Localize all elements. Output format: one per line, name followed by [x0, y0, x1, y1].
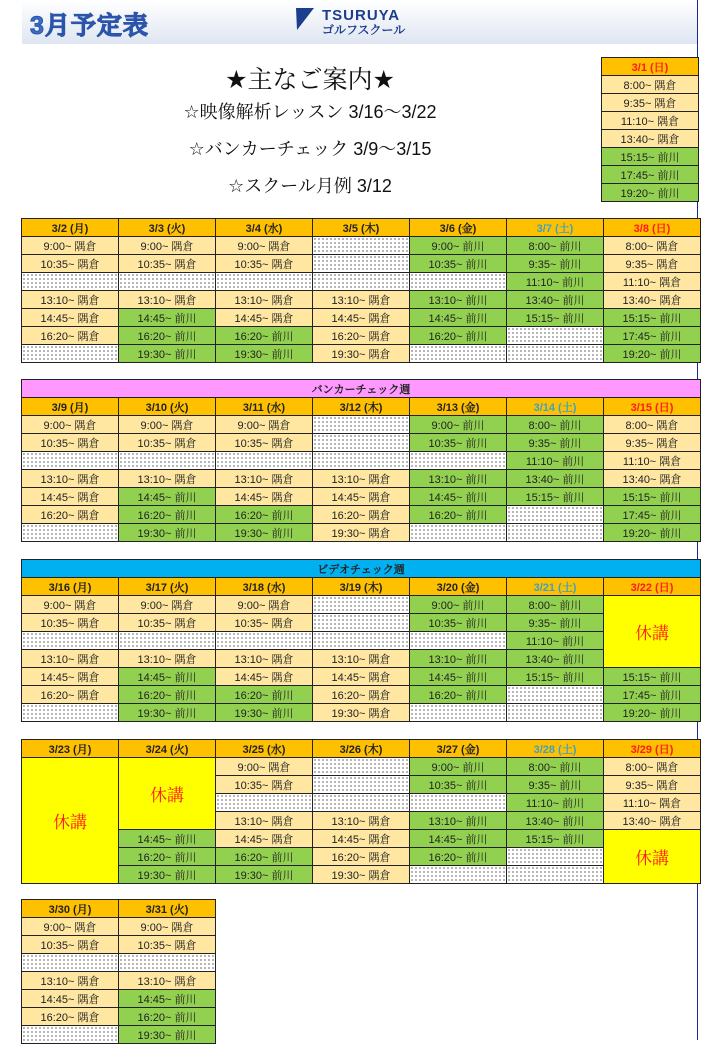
- day-header: 3/23 (月): [22, 740, 119, 758]
- notice-video-lesson: ☆映像解析レッスン 3/16～3/22: [183, 102, 437, 122]
- day-header: 3/28 (土): [507, 740, 604, 758]
- page-title: 3月予定表: [30, 12, 149, 40]
- notice-title: ★主なご案内★: [225, 66, 395, 94]
- lesson-slot: 16:20~ 前川: [119, 848, 216, 866]
- lesson-slot: 11:10~ 隅倉: [604, 794, 701, 812]
- lesson-slot: 17:45~ 前川: [604, 686, 701, 704]
- empty-slot: [313, 452, 410, 470]
- lesson-slot: 13:40~ 隅倉: [604, 812, 701, 830]
- lesson-slot: 10:35~ 隅倉: [22, 614, 119, 632]
- empty-slot: [313, 416, 410, 434]
- lesson-slot: 13:10~ 隅倉: [22, 972, 119, 990]
- empty-slot: [410, 794, 507, 812]
- lesson-slot: 15:15~ 前川: [604, 309, 701, 327]
- empty-slot: [313, 794, 410, 812]
- lesson-slot: 17:45~ 前川: [604, 327, 701, 345]
- empty-slot: [313, 632, 410, 650]
- empty-slot: [507, 686, 604, 704]
- lesson-slot: 16:20~ 前川: [216, 686, 313, 704]
- lesson-slot: 9:00~ 隅倉: [22, 237, 119, 255]
- day-header: 3/5 (木): [313, 219, 410, 237]
- lesson-slot: 9:35~ 前川: [507, 776, 604, 794]
- lesson-slot: 13:10~ 前川: [410, 650, 507, 668]
- lesson-slot: 19:30~ 前川: [216, 866, 313, 884]
- lesson-slot: 14:45~ 隅倉: [216, 309, 313, 327]
- day-header: 3/19 (木): [313, 578, 410, 596]
- lesson-slot: 14:45~ 前川: [119, 488, 216, 506]
- lesson-slot: 15:15~ 前川: [507, 309, 604, 327]
- lesson-slot: 15:15~ 前川: [507, 830, 604, 848]
- lesson-slot: 16:20~ 前川: [410, 686, 507, 704]
- empty-slot: [410, 704, 507, 722]
- lesson-slot: 9:00~ 隅倉: [119, 237, 216, 255]
- week-theme-banner: ビデオチェック週: [22, 560, 701, 578]
- empty-slot: [410, 452, 507, 470]
- lesson-slot: 10:35~ 隅倉: [22, 936, 119, 954]
- empty-slot: [22, 524, 119, 542]
- lesson-slot: 10:35~ 隅倉: [216, 255, 313, 273]
- lesson-slot: 14:45~ 前川: [119, 830, 216, 848]
- lesson-slot: 14:45~ 前川: [410, 309, 507, 327]
- day-header: 3/7 (土): [507, 219, 604, 237]
- lesson-slot: 16:20~ 隅倉: [313, 686, 410, 704]
- cancelled-block: 休講: [604, 596, 701, 668]
- lesson-slot: 19:30~ 隅倉: [313, 524, 410, 542]
- lesson-slot: 8:00~ 前川: [507, 758, 604, 776]
- lesson-slot: 13:10~ 隅倉: [313, 470, 410, 488]
- lesson-slot: 9:00~ 前川: [410, 596, 507, 614]
- lesson-slot: 13:40~ 前川: [507, 650, 604, 668]
- lesson-slot: 9:00~ 隅倉: [119, 416, 216, 434]
- lesson-slot: 10:35~ 隅倉: [22, 255, 119, 273]
- lesson-slot: 19:20~ 前川: [604, 704, 701, 722]
- empty-slot: [507, 704, 604, 722]
- lesson-slot: 13:10~ 隅倉: [119, 291, 216, 309]
- empty-slot: [507, 345, 604, 363]
- lesson-slot: 16:20~ 前川: [410, 506, 507, 524]
- lesson-slot: 15:15~ 前川: [604, 488, 701, 506]
- lesson-slot: 9:00~ 隅倉: [216, 237, 313, 255]
- day-header: 3/2 (月): [22, 219, 119, 237]
- lesson-slot: 19:30~ 前川: [216, 345, 313, 363]
- lesson-slot: 11:10~ 隅倉: [604, 273, 701, 291]
- lesson-slot: 19:20~ 前川: [602, 184, 699, 202]
- empty-slot: [22, 632, 119, 650]
- lesson-slot: 19:30~ 隅倉: [313, 345, 410, 363]
- lesson-slot: 10:35~ 前川: [410, 255, 507, 273]
- day-header: 3/20 (金): [410, 578, 507, 596]
- lesson-slot: 13:10~ 前川: [410, 291, 507, 309]
- lesson-slot: 14:45~ 前川: [119, 990, 216, 1008]
- lesson-slot: 9:00~ 隅倉: [22, 596, 119, 614]
- lesson-slot: 9:35~ 隅倉: [604, 434, 701, 452]
- lesson-slot: 17:45~ 前川: [604, 506, 701, 524]
- empty-slot: [410, 524, 507, 542]
- lesson-slot: 15:15~ 前川: [604, 668, 701, 686]
- lesson-slot: 19:20~ 前川: [604, 345, 701, 363]
- lesson-slot: 11:10~ 隅倉: [604, 452, 701, 470]
- lesson-slot: 11:10~ 前川: [507, 794, 604, 812]
- lesson-slot: 16:20~ 隅倉: [22, 686, 119, 704]
- lesson-slot: 14:45~ 前川: [119, 309, 216, 327]
- week-schedule-table: [21, 379, 701, 542]
- lesson-slot: 16:20~ 前川: [119, 506, 216, 524]
- empty-slot: [507, 506, 604, 524]
- lesson-slot: 14:45~ 隅倉: [216, 488, 313, 506]
- lesson-slot: 13:10~ 前川: [410, 470, 507, 488]
- lesson-slot: 13:40~ 隅倉: [604, 291, 701, 309]
- lesson-slot: 15:15~ 前川: [507, 668, 604, 686]
- week-schedule-table: [21, 899, 216, 1044]
- logo-mark-icon: [290, 8, 316, 38]
- empty-slot: [410, 866, 507, 884]
- empty-slot: [22, 345, 119, 363]
- lesson-slot: 9:00~ 隅倉: [119, 596, 216, 614]
- empty-slot: [507, 524, 604, 542]
- lesson-slot: 10:35~ 前川: [410, 434, 507, 452]
- empty-slot: [22, 452, 119, 470]
- lesson-slot: 11:10~ 前川: [507, 632, 604, 650]
- logo-text-jp: ゴルフスクール: [322, 23, 406, 37]
- lesson-slot: 19:30~ 隅倉: [313, 866, 410, 884]
- lesson-slot: 13:10~ 隅倉: [22, 291, 119, 309]
- empty-slot: [313, 434, 410, 452]
- empty-slot: [119, 273, 216, 291]
- empty-slot: [410, 632, 507, 650]
- lesson-slot: 10:35~ 隅倉: [119, 255, 216, 273]
- lesson-slot: 14:45~ 隅倉: [216, 668, 313, 686]
- lesson-slot: 19:20~ 前川: [604, 524, 701, 542]
- lesson-slot: 14:45~ 隅倉: [313, 830, 410, 848]
- lesson-slot: 14:45~ 前川: [119, 668, 216, 686]
- lesson-slot: 9:35~ 隅倉: [604, 776, 701, 794]
- empty-slot: [313, 273, 410, 291]
- day-header: 3/22 (日): [604, 578, 701, 596]
- lesson-slot: 16:20~ 隅倉: [313, 506, 410, 524]
- lesson-slot: 14:45~ 隅倉: [22, 309, 119, 327]
- empty-slot: [313, 776, 410, 794]
- day-header: 3/17 (火): [119, 578, 216, 596]
- lesson-slot: 13:10~ 隅倉: [119, 470, 216, 488]
- lesson-slot: 10:35~ 隅倉: [216, 434, 313, 452]
- lesson-slot: 16:20~ 前川: [216, 506, 313, 524]
- empty-slot: [216, 794, 313, 812]
- lesson-slot: 14:45~ 隅倉: [22, 990, 119, 1008]
- lesson-slot: 13:40~ 前川: [507, 812, 604, 830]
- lesson-slot: 9:35~ 隅倉: [602, 94, 699, 112]
- lesson-slot: 9:00~ 前川: [410, 416, 507, 434]
- lesson-slot: 13:40~ 隅倉: [602, 130, 699, 148]
- lesson-slot: 9:00~ 隅倉: [22, 416, 119, 434]
- lesson-slot: 10:35~ 隅倉: [22, 434, 119, 452]
- lesson-slot: 16:20~ 前川: [216, 327, 313, 345]
- lesson-slot: 10:35~ 前川: [410, 614, 507, 632]
- day-header: 3/11 (水): [216, 398, 313, 416]
- day-header: 3/30 (月): [22, 900, 119, 918]
- cancelled-block: 休講: [119, 758, 216, 830]
- lesson-slot: 16:20~ 前川: [119, 686, 216, 704]
- empty-slot: [119, 954, 216, 972]
- lesson-slot: 16:20~ 前川: [410, 327, 507, 345]
- lesson-slot: 11:10~ 前川: [507, 452, 604, 470]
- lesson-slot: 13:10~ 隅倉: [216, 470, 313, 488]
- empty-slot: [313, 237, 410, 255]
- day-header: 3/27 (金): [410, 740, 507, 758]
- day-header: 3/10 (火): [119, 398, 216, 416]
- lesson-slot: 13:10~ 隅倉: [313, 812, 410, 830]
- lesson-slot: 9:35~ 隅倉: [604, 255, 701, 273]
- week-theme-banner: バンカーチェック週: [22, 380, 701, 398]
- lesson-slot: 19:30~ 前川: [216, 704, 313, 722]
- lesson-slot: 8:00~ 隅倉: [602, 76, 699, 94]
- empty-slot: [216, 273, 313, 291]
- tsuruya-logo: [290, 6, 405, 40]
- logo-text-en: TSURUYA: [322, 7, 401, 24]
- empty-slot: [410, 273, 507, 291]
- lesson-slot: 13:40~ 前川: [507, 291, 604, 309]
- lesson-slot: 17:45~ 前川: [602, 166, 699, 184]
- lesson-slot: 13:10~ 前川: [410, 812, 507, 830]
- day-header: 3/21 (土): [507, 578, 604, 596]
- empty-slot: [507, 866, 604, 884]
- empty-slot: [22, 954, 119, 972]
- empty-slot: [313, 255, 410, 273]
- lesson-slot: 8:00~ 隅倉: [604, 416, 701, 434]
- day-header: 3/15 (日): [604, 398, 701, 416]
- lesson-slot: 10:35~ 隅倉: [216, 776, 313, 794]
- empty-slot: [119, 632, 216, 650]
- cancelled-block: 休講: [22, 758, 119, 884]
- empty-slot: [313, 758, 410, 776]
- lesson-slot: 16:20~ 隅倉: [22, 327, 119, 345]
- lesson-slot: 16:20~ 前川: [119, 1008, 216, 1026]
- lesson-slot: 19:30~ 隅倉: [313, 704, 410, 722]
- lesson-slot: 9:00~ 隅倉: [216, 416, 313, 434]
- empty-slot: [22, 273, 119, 291]
- empty-slot: [507, 848, 604, 866]
- lesson-slot: 13:10~ 隅倉: [313, 291, 410, 309]
- notice-monthly-competition: ☆スクール月例 3/12: [228, 176, 392, 196]
- empty-slot: [507, 327, 604, 345]
- lesson-slot: 15:15~ 前川: [602, 148, 699, 166]
- empty-slot: [410, 345, 507, 363]
- lesson-slot: 8:00~ 前川: [507, 237, 604, 255]
- lesson-slot: 14:45~ 隅倉: [313, 668, 410, 686]
- day-header: 3/29 (日): [604, 740, 701, 758]
- day-header: 3/8 (日): [604, 219, 701, 237]
- empty-slot: [313, 614, 410, 632]
- cancelled-block: 休講: [604, 830, 701, 884]
- empty-slot: [22, 1026, 119, 1044]
- empty-slot: [119, 452, 216, 470]
- empty-slot: [216, 632, 313, 650]
- week-schedule-table: [21, 218, 701, 363]
- lesson-slot: 13:10~ 隅倉: [22, 470, 119, 488]
- lesson-slot: 8:00~ 前川: [507, 416, 604, 434]
- lesson-slot: 16:20~ 前川: [216, 848, 313, 866]
- lesson-slot: 13:10~ 隅倉: [119, 650, 216, 668]
- week-schedule-table: [21, 559, 701, 722]
- lesson-slot: 13:10~ 隅倉: [119, 972, 216, 990]
- day-header: 3/6 (金): [410, 219, 507, 237]
- day-header: 3/13 (金): [410, 398, 507, 416]
- lesson-slot: 10:35~ 前川: [410, 776, 507, 794]
- day-header: 3/24 (火): [119, 740, 216, 758]
- lesson-slot: 19:30~ 前川: [119, 1026, 216, 1044]
- lesson-slot: 14:45~ 前川: [410, 668, 507, 686]
- lesson-slot: 16:20~ 隅倉: [22, 506, 119, 524]
- lesson-slot: 19:30~ 前川: [119, 524, 216, 542]
- lesson-slot: 13:40~ 隅倉: [604, 470, 701, 488]
- lesson-slot: 10:35~ 隅倉: [119, 936, 216, 954]
- lesson-slot: 10:35~ 隅倉: [119, 614, 216, 632]
- lesson-slot: 16:20~ 前川: [410, 848, 507, 866]
- lesson-slot: 9:00~ 前川: [410, 237, 507, 255]
- day-header: 3/14 (土): [507, 398, 604, 416]
- day-header: 3/3 (火): [119, 219, 216, 237]
- lesson-slot: 9:00~ 隅倉: [119, 918, 216, 936]
- lesson-slot: 16:20~ 隅倉: [313, 327, 410, 345]
- header-banner: [22, 0, 697, 44]
- lesson-slot: 8:00~ 隅倉: [604, 758, 701, 776]
- lesson-slot: 9:35~ 前川: [507, 614, 604, 632]
- week-schedule-table: [601, 57, 699, 202]
- lesson-slot: 14:45~ 隅倉: [22, 488, 119, 506]
- notice-bunker-check: ☆バンカーチェック 3/9～3/15: [188, 139, 432, 159]
- lesson-slot: 11:10~ 前川: [507, 273, 604, 291]
- lesson-slot: 14:45~ 前川: [410, 830, 507, 848]
- lesson-slot: 16:20~ 隅倉: [313, 848, 410, 866]
- lesson-slot: 9:00~ 隅倉: [216, 596, 313, 614]
- lesson-slot: 8:00~ 隅倉: [604, 237, 701, 255]
- day-header: 3/12 (木): [313, 398, 410, 416]
- empty-slot: [22, 704, 119, 722]
- week-schedule-table: [21, 739, 701, 884]
- lesson-slot: 9:00~ 前川: [410, 758, 507, 776]
- day-header: 3/26 (木): [313, 740, 410, 758]
- lesson-slot: 15:15~ 前川: [507, 488, 604, 506]
- day-header: 3/16 (月): [22, 578, 119, 596]
- lesson-slot: 9:00~ 隅倉: [22, 918, 119, 936]
- lesson-slot: 14:45~ 隅倉: [216, 830, 313, 848]
- lesson-slot: 13:10~ 隅倉: [216, 291, 313, 309]
- empty-slot: [216, 452, 313, 470]
- lesson-slot: 9:35~ 前川: [507, 434, 604, 452]
- lesson-slot: 13:10~ 隅倉: [22, 650, 119, 668]
- day-header: 3/1 (日): [602, 58, 699, 76]
- day-header: 3/4 (水): [216, 219, 313, 237]
- lesson-slot: 10:35~ 隅倉: [216, 614, 313, 632]
- lesson-slot: 16:20~ 隅倉: [22, 1008, 119, 1026]
- day-header: 3/31 (火): [119, 900, 216, 918]
- day-header: 3/9 (月): [22, 398, 119, 416]
- lesson-slot: 9:35~ 前川: [507, 255, 604, 273]
- lesson-slot: 13:40~ 前川: [507, 470, 604, 488]
- lesson-slot: 9:00~ 隅倉: [216, 758, 313, 776]
- lesson-slot: 14:45~ 隅倉: [313, 309, 410, 327]
- lesson-slot: 10:35~ 隅倉: [119, 434, 216, 452]
- lesson-slot: 13:10~ 隅倉: [216, 650, 313, 668]
- lesson-slot: 16:20~ 前川: [119, 327, 216, 345]
- lesson-slot: 13:10~ 隅倉: [216, 812, 313, 830]
- empty-slot: [313, 596, 410, 614]
- lesson-slot: 13:10~ 隅倉: [313, 650, 410, 668]
- day-header: 3/25 (水): [216, 740, 313, 758]
- lesson-slot: 19:30~ 前川: [119, 704, 216, 722]
- lesson-slot: 19:30~ 前川: [216, 524, 313, 542]
- lesson-slot: 19:30~ 前川: [119, 866, 216, 884]
- lesson-slot: 14:45~ 前川: [410, 488, 507, 506]
- lesson-slot: 19:30~ 前川: [119, 345, 216, 363]
- lesson-slot: 14:45~ 隅倉: [22, 668, 119, 686]
- lesson-slot: 14:45~ 隅倉: [313, 488, 410, 506]
- day-header: 3/18 (水): [216, 578, 313, 596]
- lesson-slot: 11:10~ 隅倉: [602, 112, 699, 130]
- lesson-slot: 8:00~ 前川: [507, 596, 604, 614]
